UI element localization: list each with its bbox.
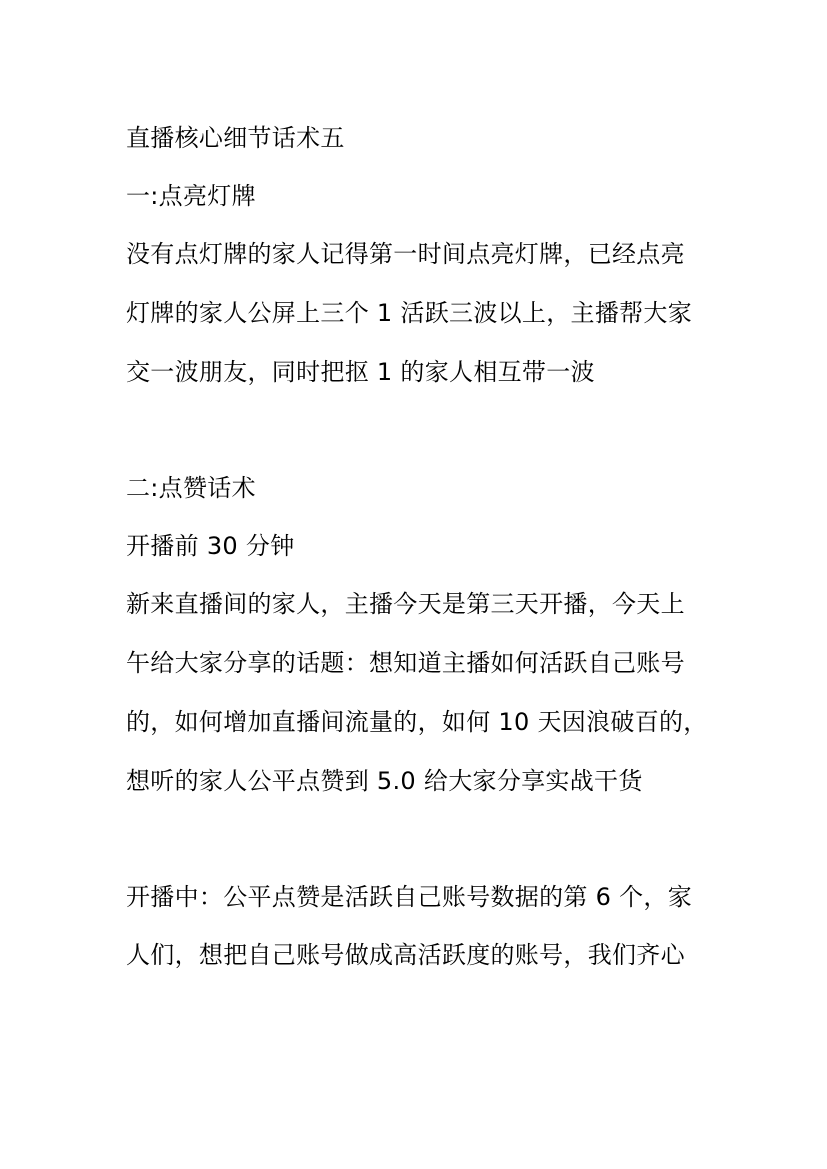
paragraph-line: 人们，想把自己账号做成高活跃度的账号，我们齐心 xyxy=(126,941,685,969)
paragraph-line: 午给大家分享的话题：想知道主播如何活跃自己账号 xyxy=(126,649,685,677)
paragraph-line: 灯牌的家人公屏上三个 1 活跃三波以上，主播帮大家 xyxy=(126,299,693,327)
section-heading-light-badge: 一:点亮灯牌 xyxy=(126,182,256,210)
document-title: 直播核心细节话术五 xyxy=(126,124,345,152)
paragraph-line: 没有点灯牌的家人记得第一时间点亮灯牌，已经点亮 xyxy=(126,240,685,268)
section-heading-like-script: 二:点赞话术 xyxy=(126,474,256,502)
paragraph-line: 新来直播间的家人，主播今天是第三天开播，今天上 xyxy=(126,590,685,618)
paragraph-line: 的，如何增加直播间流量的，如何 10 天因浪破百的， xyxy=(126,708,708,736)
paragraph-line: 交一波朋友，同时把抠 1 的家人相互带一波 xyxy=(126,358,595,386)
paragraph-line: 想听的家人公平点赞到 5.0 给大家分享实战干货 xyxy=(126,767,643,795)
section-subheading: 开播前 30 分钟 xyxy=(126,532,295,560)
paragraph-line: 开播中：公平点赞是活跃自己账号数据的第 6 个，家 xyxy=(126,883,693,911)
